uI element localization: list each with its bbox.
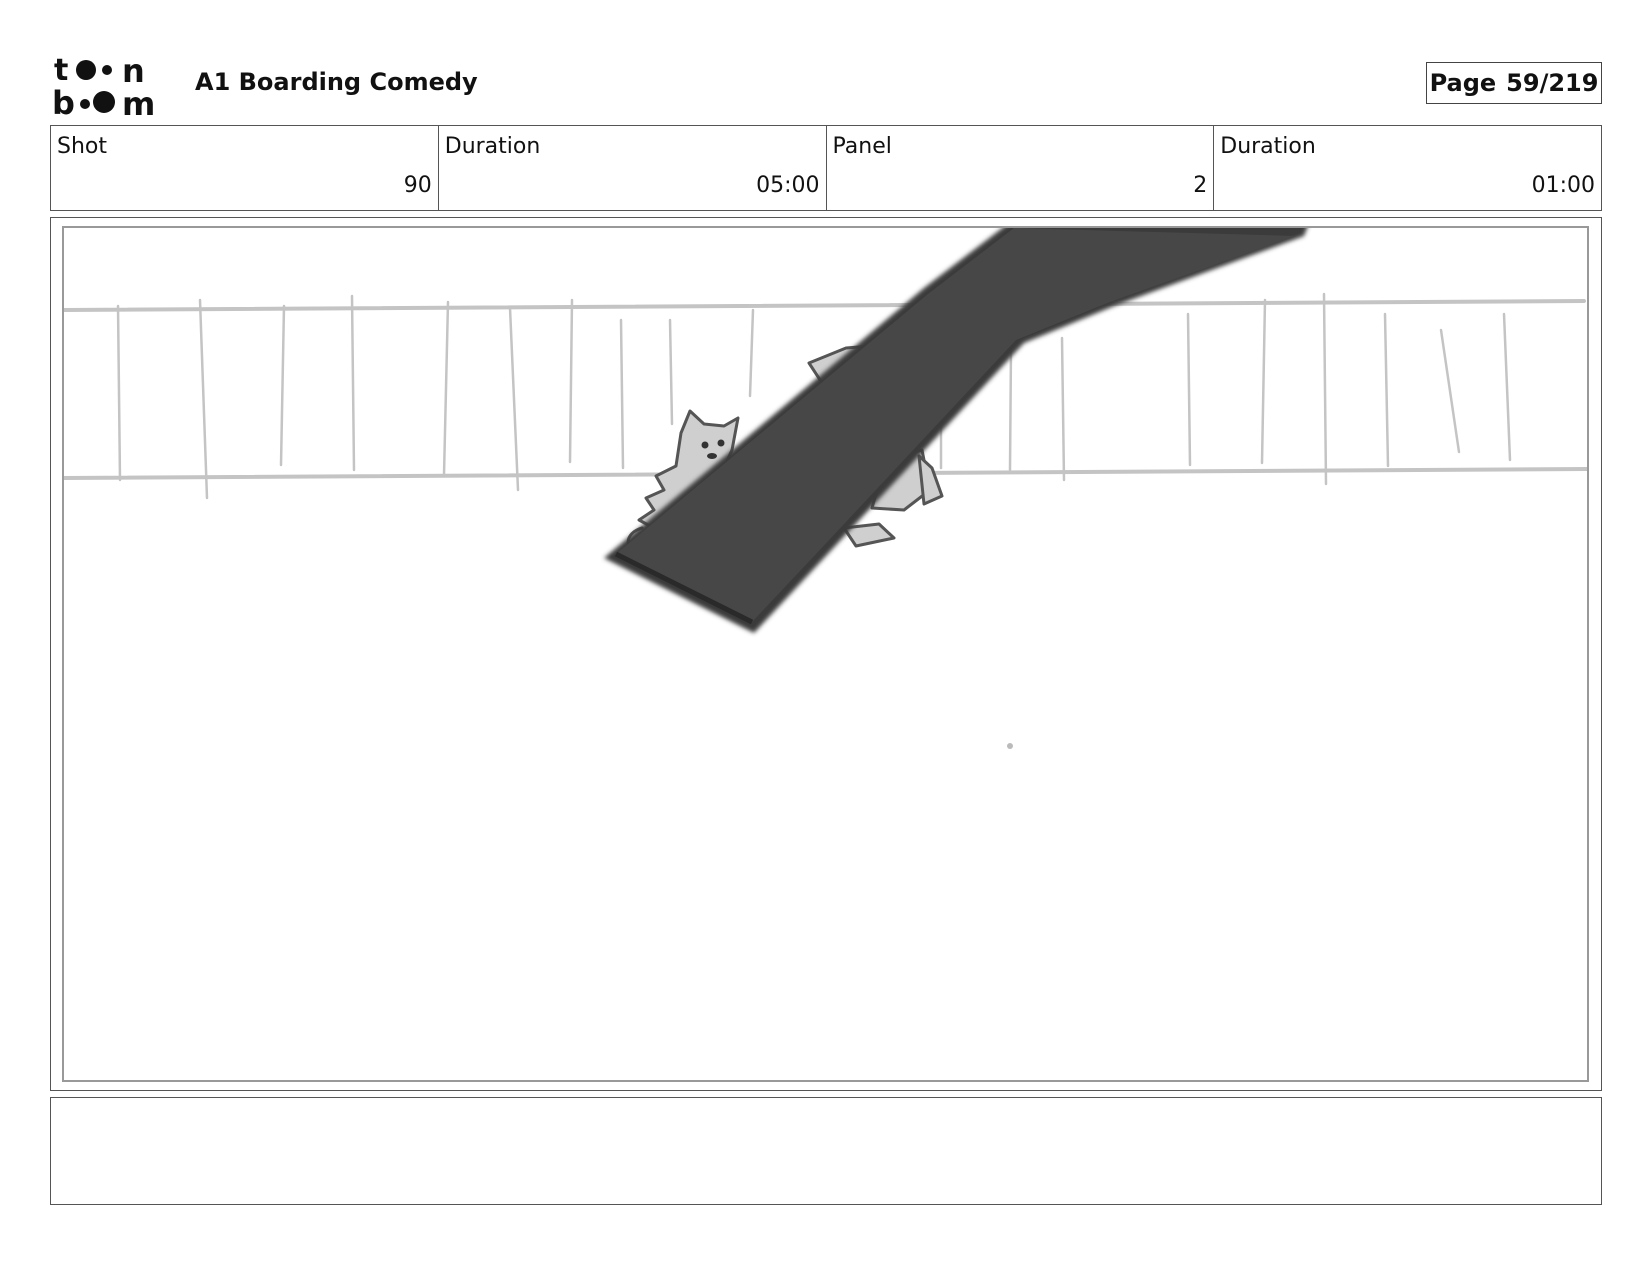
panel-duration-label: Duration bbox=[1220, 134, 1316, 159]
stray-dot bbox=[1007, 743, 1013, 749]
panel-duration-value: 01:00 bbox=[1531, 173, 1595, 198]
shot-label: Shot bbox=[57, 134, 107, 159]
panel-notes-box[interactable] bbox=[50, 1097, 1602, 1205]
svg-text:t: t bbox=[54, 53, 69, 88]
svg-text:n: n bbox=[122, 52, 145, 90]
shot-duration-value: 05:00 bbox=[756, 173, 820, 198]
page-label: Page bbox=[1429, 69, 1497, 97]
page-number: 59/219 bbox=[1506, 69, 1599, 97]
shot-value: 90 bbox=[403, 173, 432, 198]
toon-boom-logo bbox=[52, 52, 170, 118]
toon-boom-logo-mark bbox=[52, 52, 170, 118]
svg-text:b: b bbox=[52, 84, 75, 118]
panel-cell bbox=[827, 126, 1215, 210]
storyboard-panel-image bbox=[62, 226, 1589, 1082]
project-title: A1 Boarding Comedy bbox=[195, 68, 478, 96]
panel-drawing bbox=[64, 228, 1589, 1082]
shot-duration-label: Duration bbox=[444, 134, 541, 159]
page-indicator bbox=[1426, 62, 1602, 104]
panel-duration-cell bbox=[1214, 126, 1601, 210]
panel-value: 2 bbox=[1193, 173, 1208, 198]
shot-info-row bbox=[50, 125, 1602, 211]
storyboard-panel-frame bbox=[50, 217, 1602, 1091]
shot-duration-cell bbox=[439, 126, 827, 210]
svg-text:m: m bbox=[122, 85, 156, 118]
shot-cell bbox=[51, 126, 439, 210]
panel-label: Panel bbox=[832, 134, 892, 159]
